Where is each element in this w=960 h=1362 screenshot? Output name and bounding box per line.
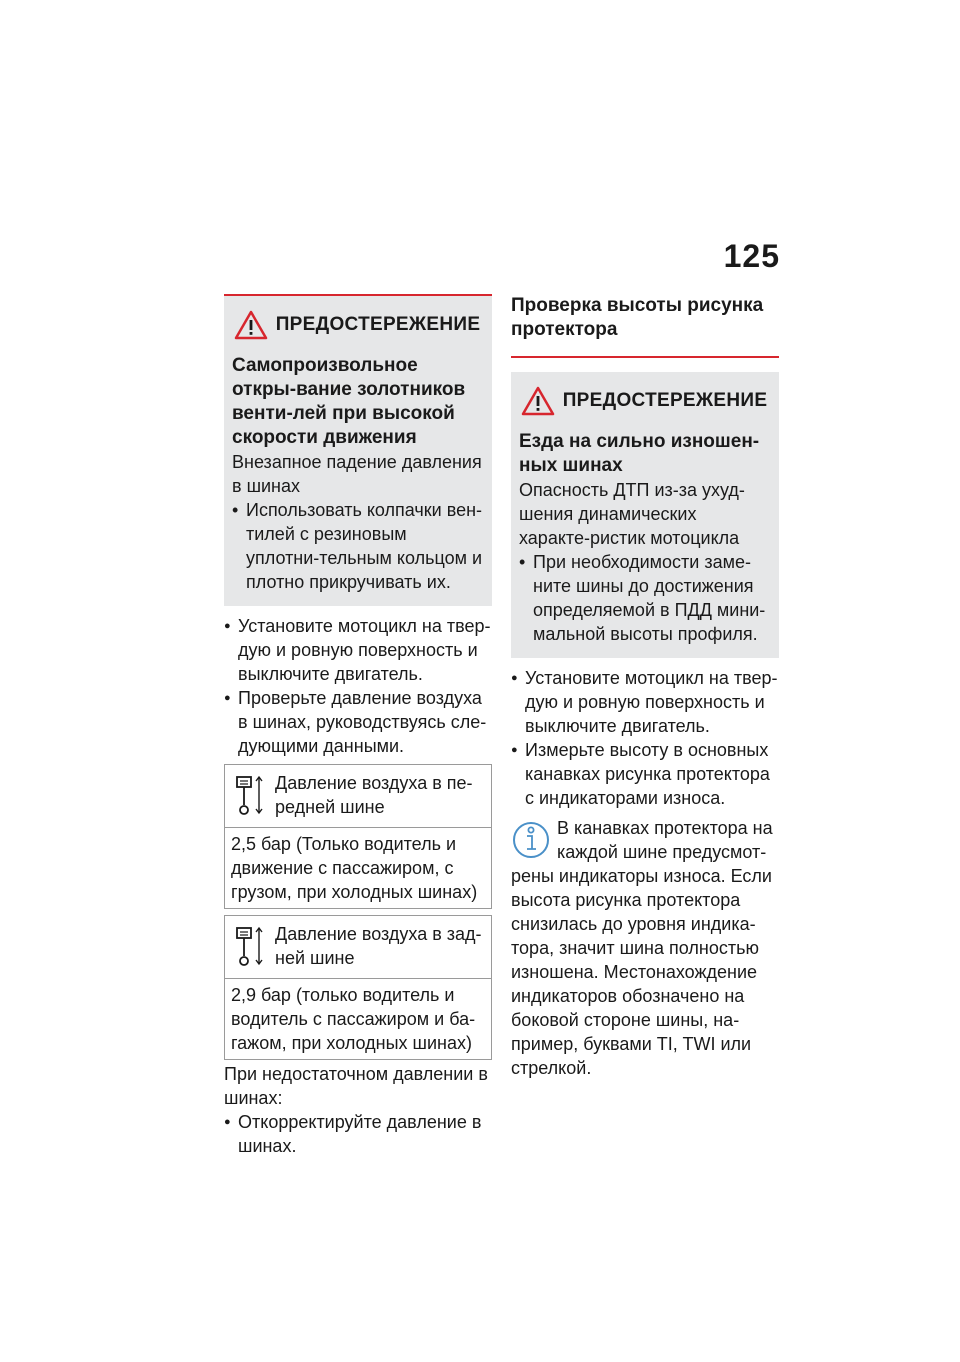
info-note <box>511 816 779 1080</box>
info-icon <box>511 818 551 862</box>
info-text: В канавках протектора на каждой шине предусмот-рены индикаторы износа. Если высота рисунка протектора снизилась до уровня индика-тора, значит шина полностью изношена. Местонахождение индикаторов обозначено на боковой стороне шины, на-пример, буквами TI, TWI или стрелкой. <box>511 818 773 1078</box>
tire-pressure-gauge-icon <box>233 924 269 970</box>
warning-text: Опасность ДТП из-за ухуд-шения динамических характе-ристик мотоцикла <box>519 480 745 548</box>
warning-bullet: • Использовать колпачки вен-тилей с резиновым уплотни-тельным кольцом и плотно прикручивать их. <box>232 498 482 594</box>
section-title: Проверка высоты рисунка протектора <box>511 294 779 358</box>
instruction-bullet: ● Откорректируйте давление в шинах. <box>224 1110 492 1158</box>
rear-tire-pressure-table <box>224 915 492 1060</box>
table-value: 2,5 бар (Только водитель и движение с пассажиром, с грузом, при холодных шинах) <box>231 834 478 902</box>
warning-label: ПРЕДОСТЕРЕЖЕНИЕ <box>275 314 481 335</box>
page-number: 125 <box>723 238 780 274</box>
left-column <box>224 294 492 1158</box>
warning-title: Самопроизвольное откры-вание золотников венти-лей при высокой скорости движения <box>232 355 466 448</box>
instruction-bullet: ● Установите мотоцикл на твер-дую и ровную поверхность и выключите двигатель. <box>224 614 492 686</box>
right-column <box>511 294 779 1080</box>
front-tire-pressure-table <box>224 764 492 909</box>
instruction-bullet: ● Проверьте давление воздуха в шинах, руководствуясь сле-дующими данными. <box>224 686 492 758</box>
instruction-bullet: ● Установите мотоцикл на твер-дую и ровную поверхность и выключите двигатель. <box>511 666 779 738</box>
warning-box-right <box>511 372 779 658</box>
table-header-text: Давление воздуха в пе-редней шине <box>275 773 473 817</box>
table-header <box>225 916 491 979</box>
instruction-bullet: ● Измерьте высоту в основных канавках рисунка протектора с индикаторами износа. <box>511 738 779 810</box>
table-header-text: Давление воздуха в зад-ней шине <box>275 924 482 968</box>
warning-label: ПРЕДОСТЕРЕЖЕНИЕ <box>562 390 768 411</box>
warning-header <box>232 310 482 340</box>
warning-text: Внезапное падение давления в шинах <box>232 452 482 496</box>
warning-header <box>519 386 769 416</box>
table-header <box>225 765 491 828</box>
warning-title: Езда на сильно изношен-ных шинах <box>519 431 760 476</box>
warning-box-left <box>224 294 492 606</box>
low-pressure-text: При недостаточном давлении в шинах: <box>224 1064 488 1108</box>
tire-pressure-gauge-icon <box>233 773 269 819</box>
warning-triangle-icon <box>234 310 268 340</box>
warning-triangle-icon <box>521 386 555 416</box>
table-value: 2,9 бар (только водитель и водитель с пассажиром и ба-гажом, при холодных шинах) <box>231 985 476 1053</box>
warning-bullet: • При необходимости заме-ните шины до достижения определяемой в ПДД мини-мальной высоты профиля. <box>519 550 769 646</box>
